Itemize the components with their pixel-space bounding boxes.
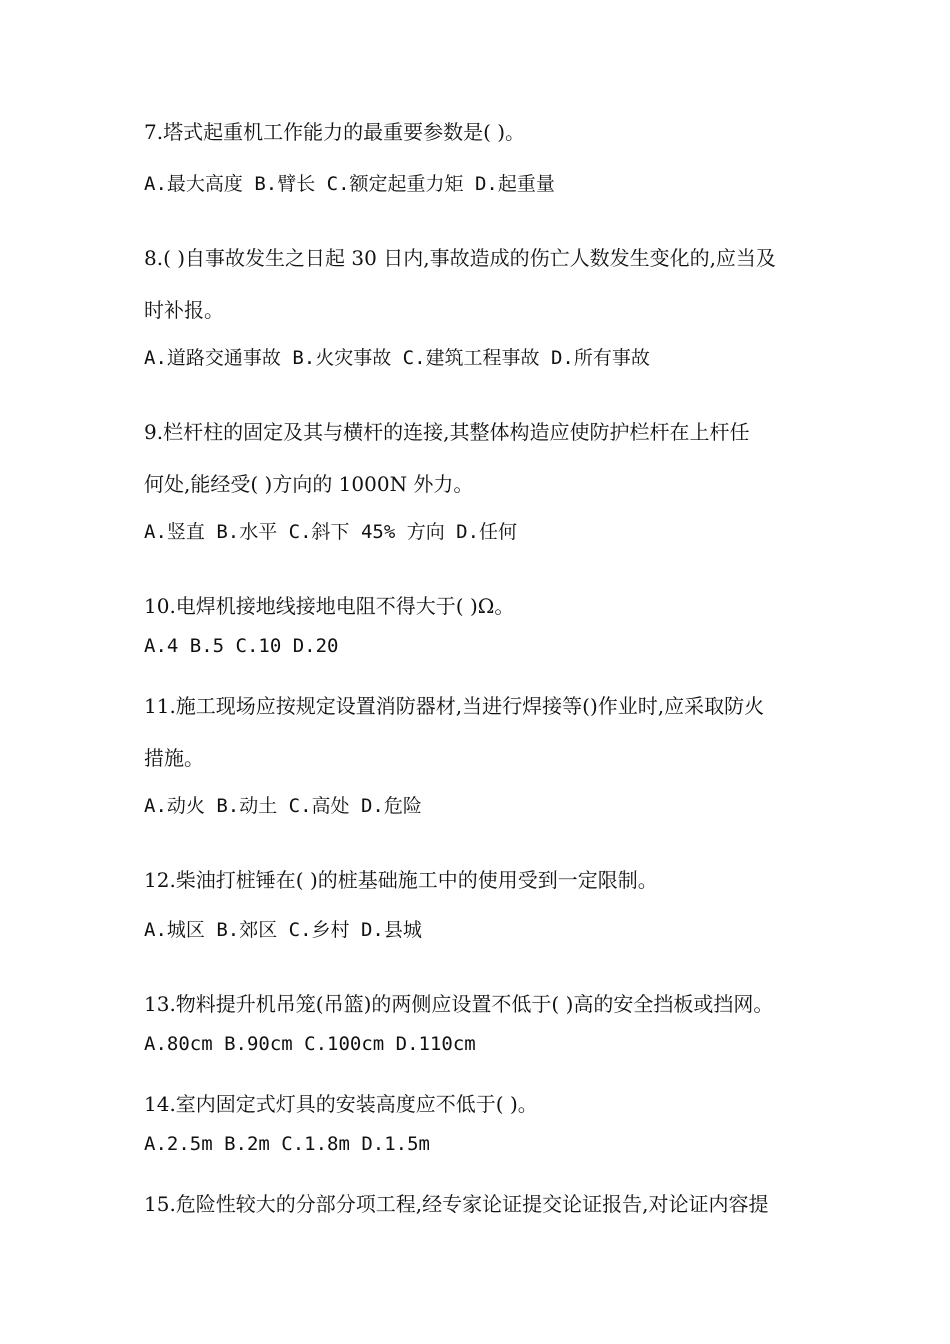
question-10-stem: 10.电焊机接地线接地电阻不得大于( )Ω。 bbox=[144, 594, 515, 618]
question-12-options: A.城区 B.郊区 C.乡村 D.县城 bbox=[144, 919, 422, 941]
question-9-options: A.竖直 B.水平 C.斜下 45% 方向 D.任何 bbox=[144, 521, 518, 543]
question-8-options: A.道路交通事故 B.火灾事故 C.建筑工程事故 D.所有事故 bbox=[144, 347, 650, 369]
question-11-stem-line-1: 11.施工现场应按规定设置消防器材,当进行焊接等()作业时,应采取防火 bbox=[144, 694, 765, 718]
question-8-stem-line-1: 8.( )自事故发生之日起 30 日内,事故造成的伤亡人数发生变化的,应当及 bbox=[144, 246, 776, 270]
question-9-stem-line-2: 何处,能经受( )方向的 1000N 外力。 bbox=[144, 472, 474, 496]
question-9-stem-line-1: 9.栏杆柱的固定及其与横杆的连接,其整体构造应使防护栏杆在上杆任 bbox=[144, 420, 750, 444]
question-14-options: A.2.5m B.2m C.1.8m D.1.5m bbox=[144, 1133, 430, 1155]
question-13-stem: 13.物料提升机吊笼(吊篮)的两侧应设置不低于( )高的安全挡板或挡网。 bbox=[144, 992, 774, 1016]
question-12-stem: 12.柴油打桩锤在( )的桩基础施工中的使用受到一定限制。 bbox=[144, 868, 658, 892]
question-11-stem-line-2: 措施。 bbox=[144, 746, 204, 770]
question-13-options: A.80cm B.90cm C.100cm D.110cm bbox=[144, 1033, 476, 1055]
question-8-stem-line-2: 时补报。 bbox=[144, 298, 224, 322]
question-15-stem-line-1: 15.危险性较大的分部分项工程,经专家论证提交论证报告,对论证内容提 bbox=[144, 1192, 769, 1216]
question-11-options: A.动火 B.动土 C.高处 D.危险 bbox=[144, 795, 422, 817]
question-7-stem: 7.塔式起重机工作能力的最重要参数是( )。 bbox=[144, 120, 526, 144]
question-7-options: A.最大高度 B.臂长 C.额定起重力矩 D.起重量 bbox=[144, 173, 555, 195]
question-14-stem: 14.室内固定式灯具的安装高度应不低于( )。 bbox=[144, 1092, 538, 1116]
question-10-options: A.4 B.5 C.10 D.20 bbox=[144, 635, 339, 657]
